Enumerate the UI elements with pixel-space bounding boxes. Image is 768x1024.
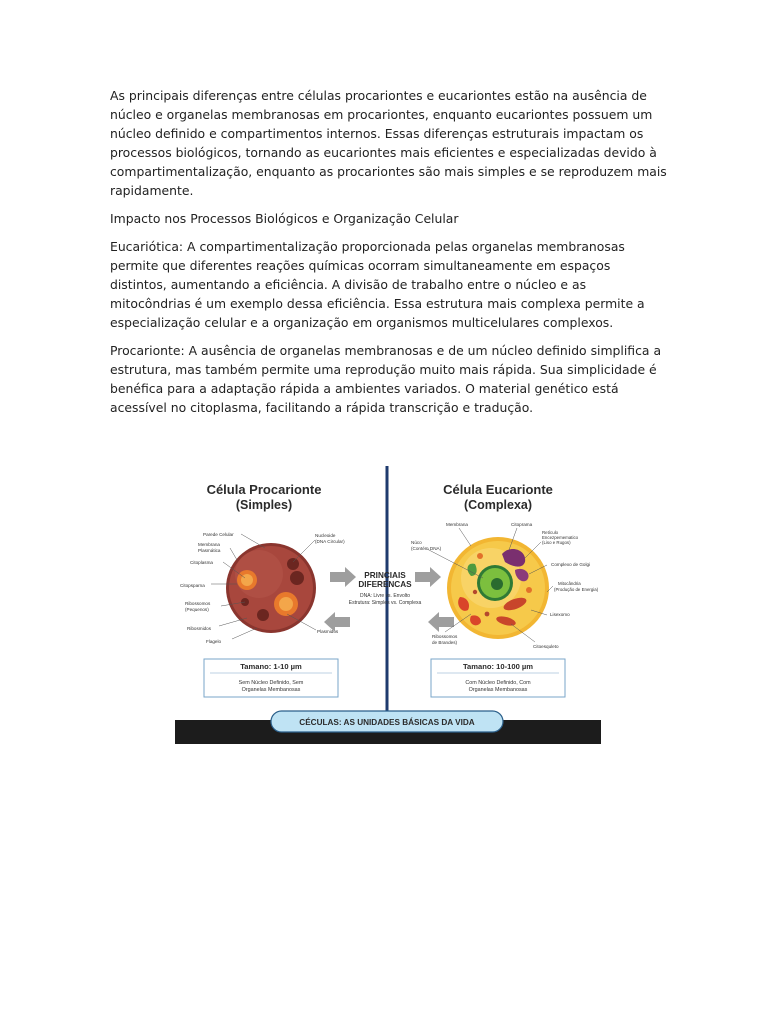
label-citoprama: Citoprama [511,522,533,527]
cell-comparison-svg [175,466,601,744]
eukaryote-cell [447,537,549,639]
intro-paragraph: As principais diferenças entre células procariontes e eucariontes estão na ausência de núcleo e organelas membranosas em procariontes, enquanto eucariontes possuem um núcleo definido e compartimentos internos. Essas diferenças estruturais impactam os processos biológicos, tornando as eucariontes mais eficientes e especializadas devido à compartimentalização, enquanto as procariontes são mais simples e se reproduzem mais rapidamente. [110,88,667,198]
eukaryote-size-desc-1: Com Núcleo Definido, Com [465,680,531,686]
label-ribossomos-euk: Ribossomos [432,634,458,639]
center-line-1: DNA: Livre vs. Envolto [359,593,411,599]
label-reticulo-3: (Liso e Rugos) [542,540,571,545]
label-citoplasma: Citoplasma [190,560,213,565]
label-plasmatica: Plasmática [198,548,221,553]
label-membrana: Membrana [198,542,220,547]
eukaryote-size-desc-2: Organelas Membanosas [468,687,528,693]
cell-comparison-figure [175,466,601,744]
label-ribossomos-pequenos: (Pequenos) [185,607,209,612]
label-flagelo: Flagelo [206,639,222,644]
prokaryote-paragraph: Procarionte: A ausência de organelas membranosas e de um núcleo definido simplifica a estrutura, mas também permite uma reprodução muito mais rápida. Sua simplicidade é benéfica para a adaptação rápida a ambientes variados. O material genético está acessível no citoplasma, facilitando a rápida transcrição e tradução. [110,343,662,415]
label-producao-energia: (Produção de Energia) [554,587,599,592]
eukaryote-size-label: Tamano: 10-100 µm [462,662,534,671]
prokaryote-size-label: Tamano: 1-10 µm [240,662,302,671]
label-parede-celular: Parede Celular [203,532,234,537]
label-nuco: Núco [411,540,422,545]
prokaryote-size-box [204,659,338,697]
section-heading: Impacto nos Processos Biológicos e Organização Celular [110,211,459,226]
prokaryote-size-desc-2: Organelas Membanosas [241,687,301,693]
document-body [110,86,670,426]
label-citoesqueleto: Citoesquleto [533,644,559,649]
label-mitocondria: Mitocândria [558,581,581,586]
prokaryote-size-desc-1: Sem Núcleo Definido, Sem [238,680,304,686]
label-ribossomos: Ribossomos [185,601,211,606]
eukaryote-paragraph: Eucariótica: A compartimentalização proporcionada pelas organelas membranosas permite que diferentes reações químicas ocorram simultaneamente em espaços distintos, aumentando a eficiência. A divisão de trabalho entre o núcleo e as mitocôndrias é um exemplo dessa eficiência. Essa estrutura mais complexa permite a especialização celular e a organização em organismos multicelulares complexos. [110,239,645,330]
banner-text: CÉCULAS: AS UNIDADES BÁSICAS DA VIDA [299,718,475,727]
label-reticulo-2: Encezpemematico [542,535,579,540]
prokaryote-cell [226,543,316,633]
center-title-1: PRINCIAIS [364,571,406,580]
label-lisossomo: Lisexomo [550,612,570,617]
eukaryote-size-box [431,659,565,697]
center-title-2: DIFERENCAS [358,580,412,589]
label-plasmidos: Plasmidos [317,629,339,634]
eukaryote-subtitle: (Complexa) [463,498,533,512]
center-line-2: Estrutura: Simples vs. Complexa [348,600,422,606]
label-reticulo: Retículo [542,530,559,535]
label-ribossomos-grandes: de Brandes) [432,640,458,645]
eukaryote-title: Célula Eucarionte [443,482,553,497]
label-dna-circular: (DNA Circular) [315,539,345,544]
label-golgi: Complexo de Golgi [551,562,591,567]
prokaryote-subtitle: (Simples) [235,498,293,512]
label-nucleoide: Nucleoide [315,533,336,538]
label-contem-dna: (Contém DNA) [411,546,442,551]
prokaryote-title: Célula Procarionte [206,482,322,497]
label-ribosmidos: Ribosmidos [187,626,211,631]
label-citopsparna: Citopsparna [180,583,205,588]
label-membrana-euk: Membrana [446,522,468,527]
